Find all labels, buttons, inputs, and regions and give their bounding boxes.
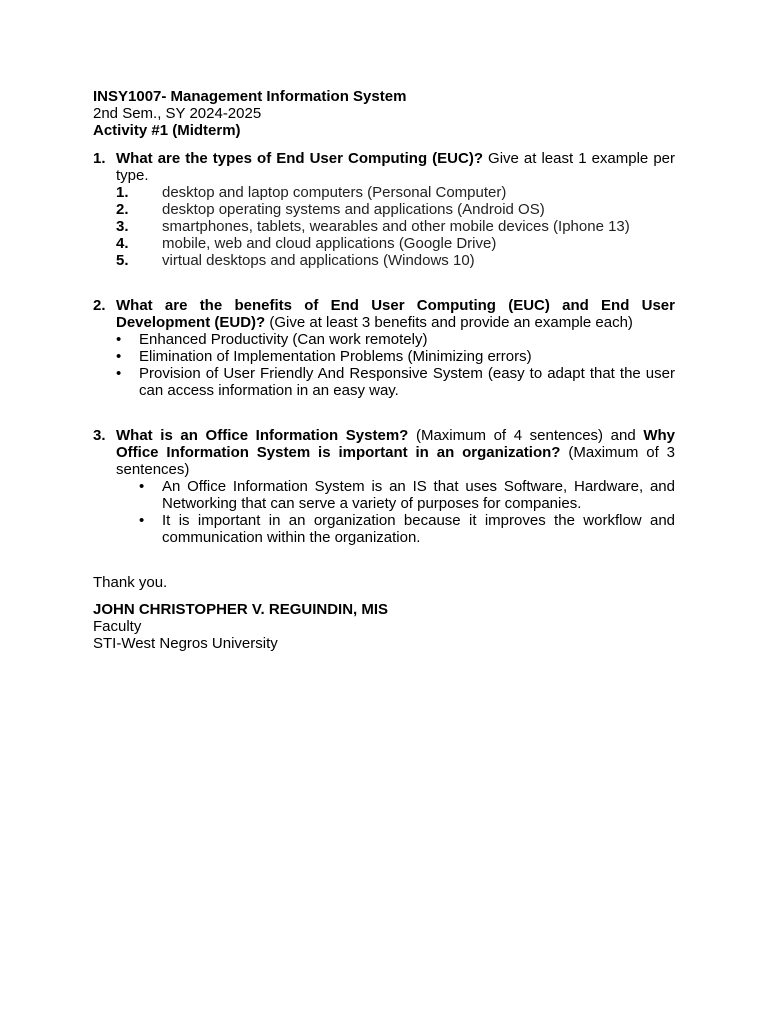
bullet-icon: • [139,478,145,495]
question-prompt-2: Why Office Information System is important in an organization? [116,427,675,461]
item-text: Elimination of Implementation Problems (Minimizing errors) [139,348,532,365]
list-item [116,184,675,201]
item-text: smartphones, tablets, wearables and other mobile devices (Iphone 13) [162,218,630,235]
course-title: INSY1007- Management Information System [93,88,407,105]
item-text: desktop operating systems and applications (Android OS) [162,201,545,218]
bullet-icon: • [139,512,145,529]
question-number: 3. [93,427,106,444]
item-text: Provision of User Friendly And Responsive System (easy to adapt that the user can access information in an easy way. [139,365,675,399]
question-text [116,297,675,331]
question-prompt: What is an Office Information System? [116,427,409,444]
item-number: 3. [116,218,129,235]
list-item [116,478,675,512]
item-text: An Office Information System is an IS that uses Software, Hardware, and Networking that can serve a variety of purposes for companies. [162,478,675,512]
item-text: It is important in an organization because it improves the workflow and communication within the organization. [162,512,675,546]
bullet-icon: • [116,348,122,365]
answer-list [116,184,675,269]
question-prompt: What are the benefits of End User Computing (EUC) and End User Development (EUD)? [116,297,675,331]
item-number: 4. [116,235,129,252]
item-text: mobile, web and cloud applications (Google Drive) [162,235,497,252]
list-item [116,218,675,235]
activity-title: Activity #1 (Midterm) [93,122,241,139]
closing-text: Thank you. [93,574,168,591]
item-number: 2. [116,201,129,218]
list-item [116,365,675,399]
document-header [93,88,675,139]
item-text: virtual desktops and applications (Windows 10) [162,252,475,269]
item-number: 1. [116,184,129,201]
signature-block [93,601,675,652]
question-number: 1. [93,150,106,167]
list-item [116,331,675,348]
signatory-school: STI-West Negros University [93,635,278,652]
question-text [116,150,675,184]
signatory-name: JOHN CHRISTOPHER V. REGUINDIN, MIS [93,601,389,618]
question-instruction: (Maximum of 4 sentences) and [408,427,644,444]
question-instruction-2: (Maximum of 3 sentences) [116,444,676,478]
question-1 [93,150,675,269]
question-instruction: Give at least 1 example per type. [116,150,675,184]
answer-list [116,331,675,399]
item-text: desktop and laptop computers (Personal Computer) [162,184,507,201]
list-item [116,252,675,269]
question-text [116,427,675,478]
list-item [116,348,675,365]
bullet-icon: • [116,331,122,348]
question-prompt: What are the types of End User Computing (EUC)? [116,150,483,167]
item-text: Enhanced Productivity (Can work remotely) [139,331,428,348]
answer-list [116,478,675,546]
question-2 [93,297,675,399]
semester-text: 2nd Sem., SY 2024-2025 [93,105,262,122]
list-item [116,512,675,546]
question-3 [93,427,675,546]
document-page [93,88,675,652]
question-instruction: (Give at least 3 benefits and provide an example each) [265,314,633,331]
bullet-icon: • [116,365,122,382]
item-number: 5. [116,252,129,269]
list-item [116,235,675,252]
list-item [116,201,675,218]
signatory-title: Faculty [93,618,142,635]
question-number: 2. [93,297,106,314]
